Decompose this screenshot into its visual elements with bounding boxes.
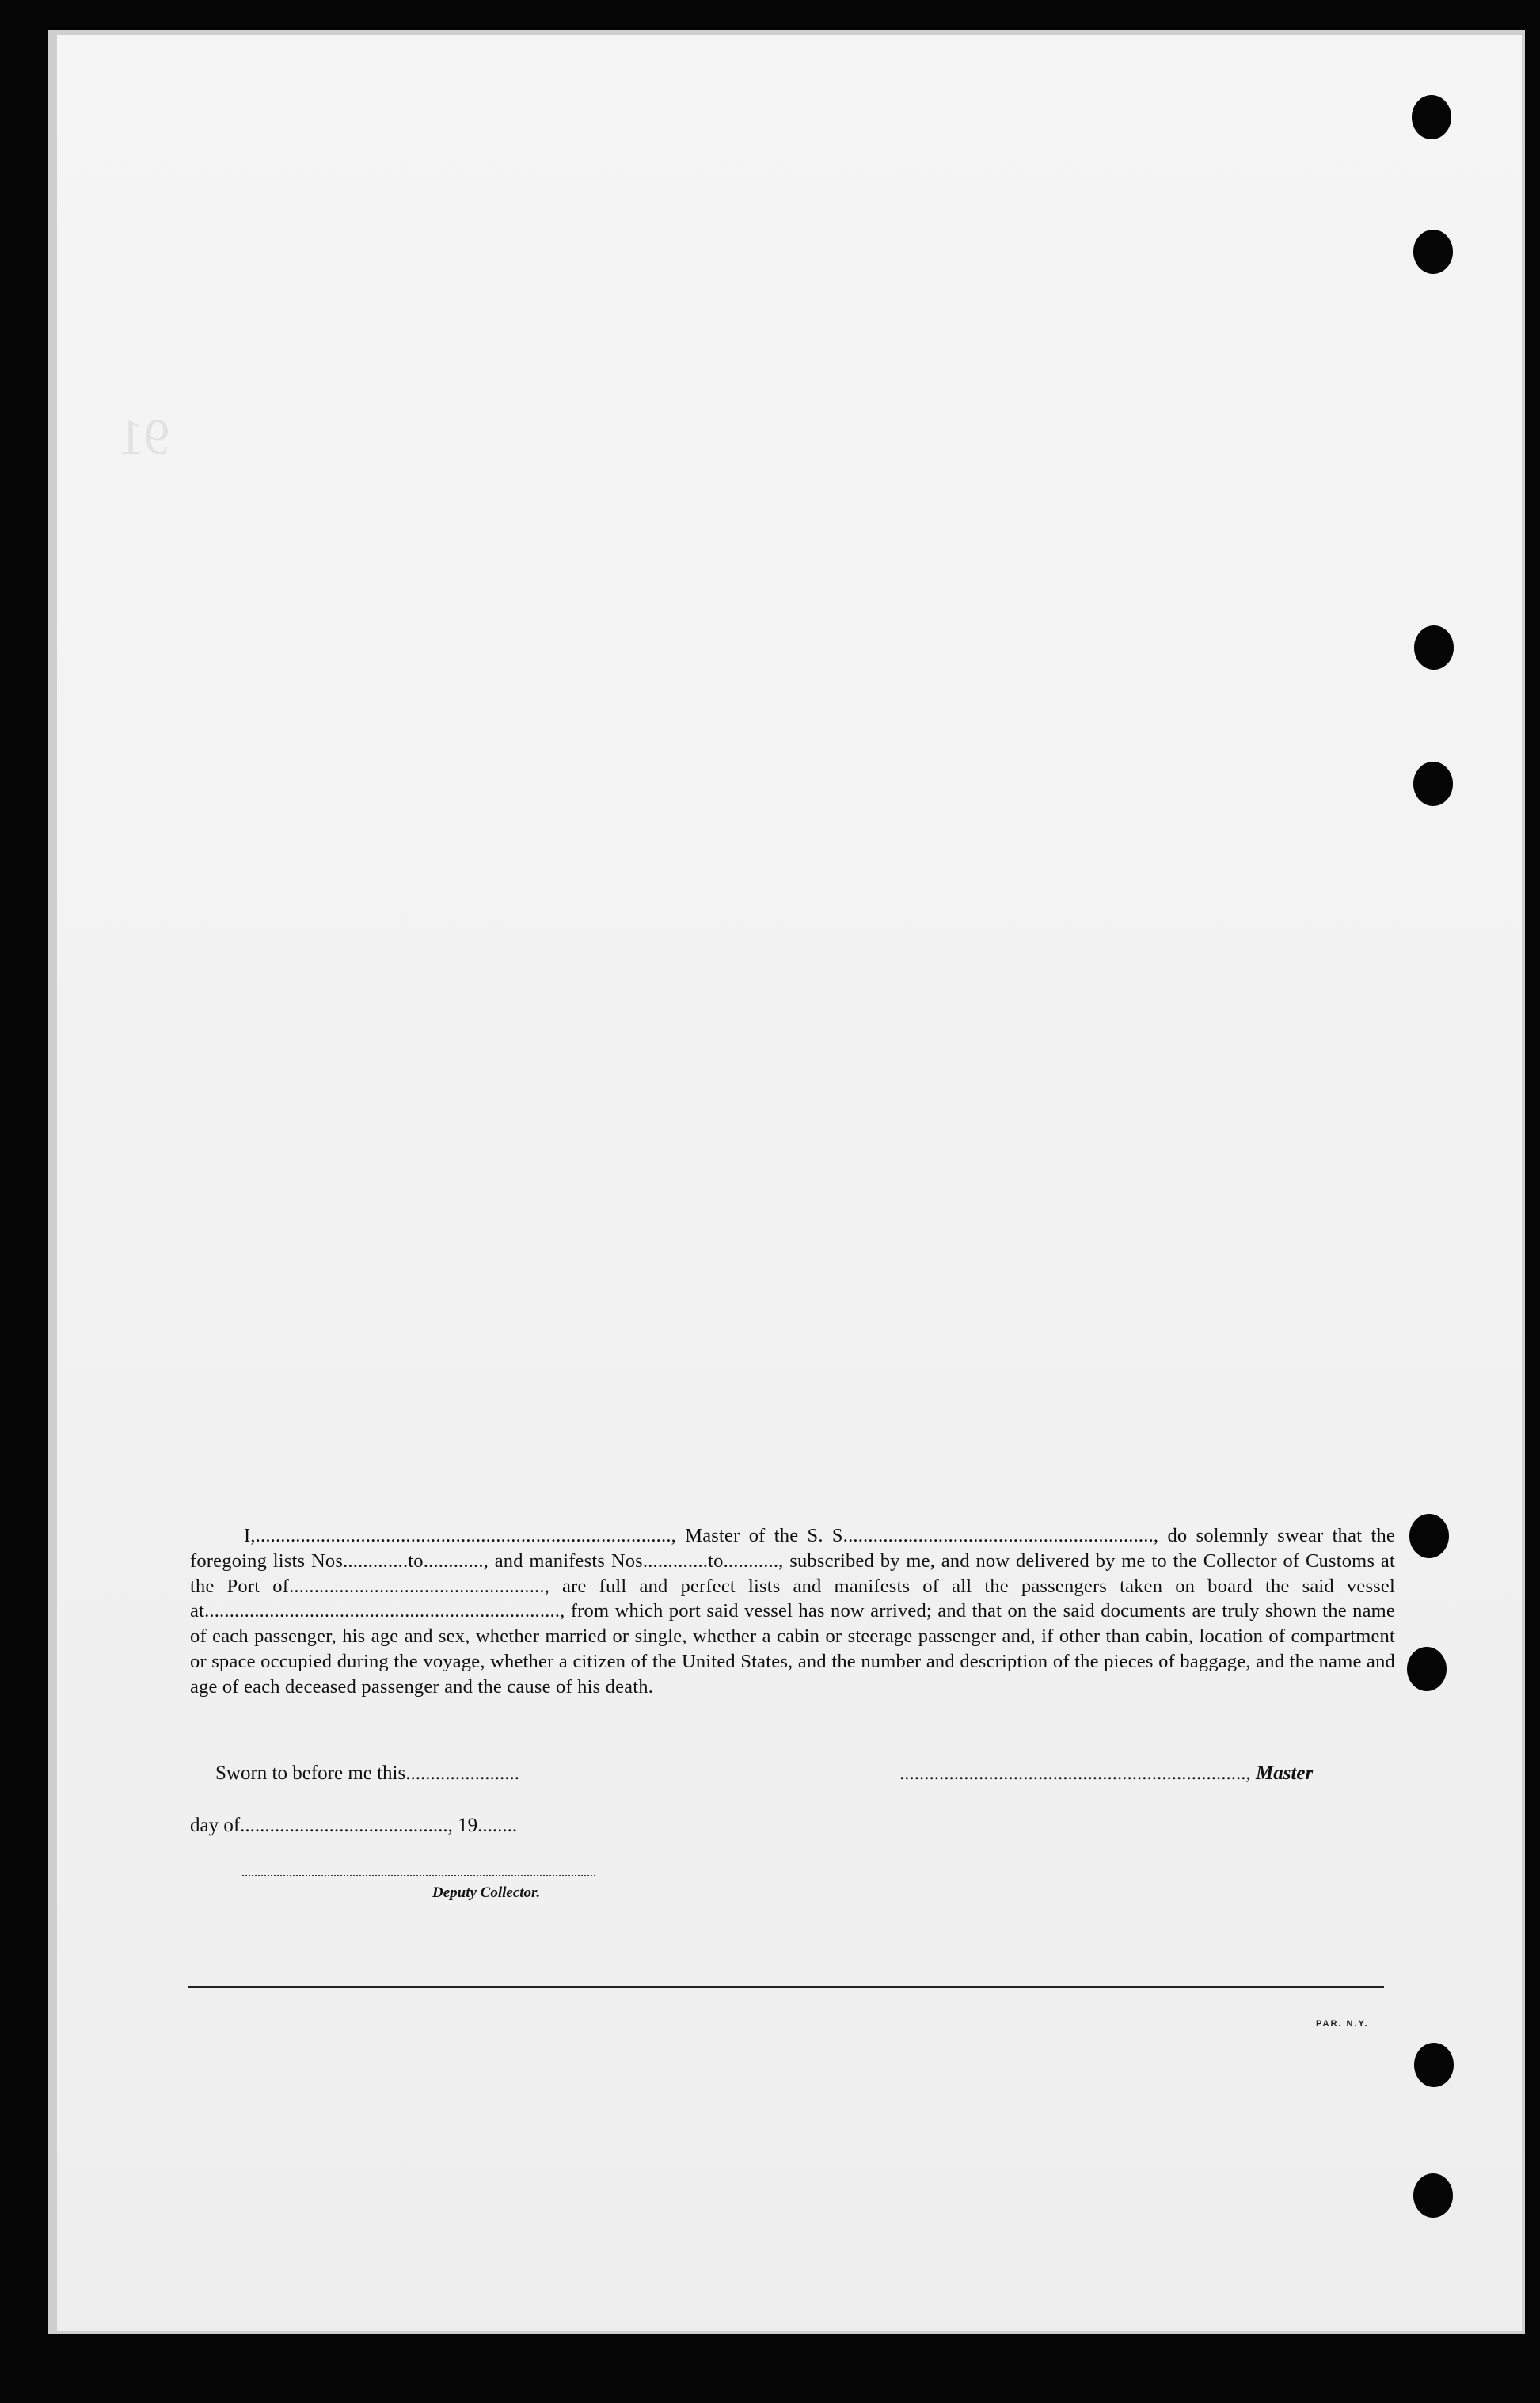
footer-rule <box>188 1986 1384 1988</box>
day-of-line: day of.........................................., 19........ <box>190 1815 518 1836</box>
punch-hole <box>1414 625 1454 670</box>
punch-hole <box>1414 2043 1454 2087</box>
master-label: Master <box>1256 1762 1314 1784</box>
punch-hole <box>1413 762 1453 806</box>
bleed-through-number: 91 <box>119 409 169 465</box>
punch-hole <box>1412 95 1451 139</box>
punch-hole <box>1409 1514 1449 1558</box>
punch-hole <box>1413 230 1453 274</box>
punch-hole <box>1413 2173 1453 2218</box>
sworn-before-line: Sworn to before me this....................... <box>215 1762 519 1784</box>
deputy-collector-label: Deputy Collector. <box>432 1884 541 1901</box>
master-signature-line <box>899 1762 1313 1785</box>
deputy-signature-line <box>242 1875 595 1876</box>
master-signature-dots: ......................................................................, <box>899 1762 1251 1784</box>
printer-mark: PAR. N.Y. <box>1316 2019 1369 2028</box>
oath-paragraph: I,..................................................................................., Master of the S. S.............................................................., do solemnly swear that the foregoing lists Nos.............to............, and manifests Nos.............to..........., subscribed by me, and now delivered by me to the Collector of Customs at the Port of..................................................., are full and perfect lists and manifests of all the passengers taken on board the said vessel at......................................................................., from which port said vessel has now arrived; and that on the said documents are truly shown the name of each passenger, his age and sex, whether married or single, whether a cabin or steerage passenger and, if other than cabin, location of compartment or space occupied during the voyage, whether a citizen of the United States, and the number and description of the pieces of baggage, and the name and age of each deceased passenger and the cause of his death. <box>190 1525 1395 1698</box>
punch-hole <box>1407 1647 1447 1691</box>
